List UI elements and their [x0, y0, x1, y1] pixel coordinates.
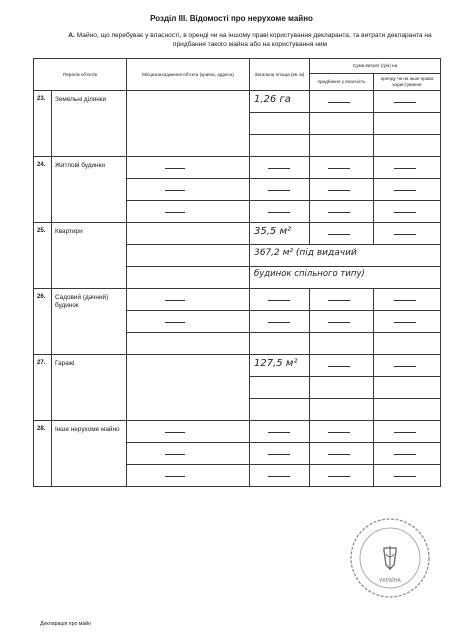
dash-mark — [165, 168, 185, 169]
location-cell — [127, 267, 250, 289]
dash-mark — [394, 168, 416, 169]
dash-mark — [328, 190, 350, 191]
row-number: 27. — [34, 355, 52, 421]
area-cell — [250, 267, 441, 289]
purchase-cell — [310, 333, 374, 355]
location-cell — [127, 465, 250, 487]
row-number: 28. — [34, 421, 52, 487]
purchase-cell — [310, 443, 374, 465]
rent-cell — [374, 179, 441, 201]
dash-mark — [165, 476, 185, 477]
dash-mark — [165, 454, 185, 455]
purchase-cell — [310, 223, 374, 245]
dash-mark — [328, 476, 350, 477]
row-name: Садовий (дачний) будинок — [52, 289, 127, 355]
row-number: 24. — [34, 157, 52, 223]
dash-mark — [394, 366, 416, 367]
dash-mark — [394, 300, 416, 301]
dash-mark — [165, 300, 185, 301]
dash-mark — [328, 322, 350, 323]
area-cell — [250, 355, 310, 377]
dash-mark — [268, 432, 290, 433]
dash-mark — [268, 168, 290, 169]
row-number: 23. — [34, 91, 52, 157]
real-estate-table — [33, 58, 441, 487]
rent-cell — [374, 355, 441, 377]
area-value: 35,5 м² — [254, 226, 291, 237]
area-value: 1,26 га — [254, 94, 291, 105]
location-cell — [127, 333, 250, 355]
section-subtitle — [60, 31, 440, 49]
area-cell — [250, 201, 310, 223]
rent-cell — [374, 135, 441, 157]
dash-mark — [268, 300, 290, 301]
area-cell — [250, 465, 310, 487]
dash-mark — [328, 366, 350, 367]
dash-mark — [394, 432, 416, 433]
area-cell — [250, 245, 441, 267]
dash-mark — [394, 234, 416, 235]
dash-mark — [165, 212, 185, 213]
dash-mark — [328, 102, 350, 103]
area-cell — [250, 135, 310, 157]
row-name: Гаражі — [52, 355, 127, 421]
rent-cell — [374, 333, 441, 355]
dash-mark — [394, 454, 416, 455]
area-cell — [250, 311, 310, 333]
area-value-third: будинок спільного типу) — [254, 269, 365, 279]
dash-mark — [394, 102, 416, 103]
dash-mark — [328, 234, 350, 235]
area-cell — [250, 113, 310, 135]
purchase-cell — [310, 399, 374, 421]
header-objects: Перелік об'єктів — [34, 59, 127, 91]
dash-mark — [394, 322, 416, 323]
dash-mark — [268, 212, 290, 213]
dash-mark — [328, 168, 350, 169]
dash-mark — [328, 432, 350, 433]
header-costs: Сума витрат (грн) на — [310, 59, 441, 74]
rent-cell — [374, 113, 441, 135]
purchase-cell — [310, 311, 374, 333]
dash-mark — [394, 212, 416, 213]
purchase-cell — [310, 355, 374, 377]
purchase-cell — [310, 465, 374, 487]
row-name: Житлові будинки — [52, 157, 127, 223]
location-cell — [127, 245, 250, 267]
official-stamp — [348, 516, 432, 600]
area-cell — [250, 223, 310, 245]
header-location: Місцезнаходження об'єкта (країна, адреса) — [127, 59, 250, 91]
location-cell — [127, 157, 250, 179]
purchase-cell — [310, 377, 374, 399]
purchase-cell — [310, 179, 374, 201]
location-cell — [127, 289, 250, 311]
dash-mark — [268, 476, 290, 477]
purchase-cell — [310, 135, 374, 157]
rent-cell — [374, 399, 441, 421]
dash-mark — [268, 322, 290, 323]
row-number: 25. — [34, 223, 52, 289]
area-value: 127,5 м² — [254, 358, 298, 369]
area-cell — [250, 443, 310, 465]
stamp-text: УКРАЇНА — [379, 578, 401, 584]
subtitle-text: Майно, що перебуває у власності, в оренді чи на іншому праві користування декларанта, та витрати декларанта на придбання такого майна або на користування ним — [76, 32, 432, 48]
area-cell — [250, 377, 310, 399]
area-cell — [250, 157, 310, 179]
purchase-cell — [310, 421, 374, 443]
header-purchase: придбання у власність — [310, 74, 374, 91]
dash-mark — [394, 190, 416, 191]
rent-cell — [374, 311, 441, 333]
area-cell — [250, 289, 310, 311]
dash-mark — [165, 322, 185, 323]
row-name: Інше нерухоме майно — [52, 421, 127, 487]
purchase-cell — [310, 91, 374, 113]
location-cell — [127, 223, 250, 245]
dash-mark — [165, 432, 185, 433]
location-cell — [127, 179, 250, 201]
header-area: Загальна площа (кв. м) — [250, 59, 310, 91]
rent-cell — [374, 465, 441, 487]
row-name: Земельні ділянки — [52, 91, 127, 157]
subtitle-letter: А. — [68, 32, 75, 39]
location-cell — [127, 355, 250, 421]
location-cell — [127, 443, 250, 465]
area-cell — [250, 91, 310, 113]
rent-cell — [374, 157, 441, 179]
area-cell — [250, 333, 310, 355]
dash-mark — [328, 454, 350, 455]
location-cell — [127, 91, 250, 157]
area-cell — [250, 179, 310, 201]
rent-cell — [374, 421, 441, 443]
area-cell — [250, 399, 310, 421]
purchase-cell — [310, 113, 374, 135]
location-cell — [127, 421, 250, 443]
rent-cell — [374, 443, 441, 465]
location-cell — [127, 201, 250, 223]
dash-mark — [394, 476, 416, 477]
rent-cell — [374, 201, 441, 223]
page-footer: Декларація про майн — [40, 621, 92, 627]
dash-mark — [165, 190, 185, 191]
dash-mark — [328, 212, 350, 213]
area-value-second: 367,2 м² (під видачий — [254, 248, 357, 258]
purchase-cell — [310, 201, 374, 223]
area-cell — [250, 421, 310, 443]
dash-mark — [268, 190, 290, 191]
rent-cell — [374, 91, 441, 113]
section-title: Розділ ІІІ. Відомості про нерухоме майно — [150, 14, 313, 23]
purchase-cell — [310, 157, 374, 179]
row-name: Квартири — [52, 223, 127, 289]
dash-mark — [328, 300, 350, 301]
header-rent: оренду чи на інше право користування — [374, 74, 441, 91]
row-number: 26. — [34, 289, 52, 355]
rent-cell — [374, 223, 441, 245]
rent-cell — [374, 289, 441, 311]
rent-cell — [374, 377, 441, 399]
trident-emblem-icon — [384, 546, 396, 570]
dash-mark — [268, 454, 290, 455]
location-cell — [127, 311, 250, 333]
purchase-cell — [310, 289, 374, 311]
